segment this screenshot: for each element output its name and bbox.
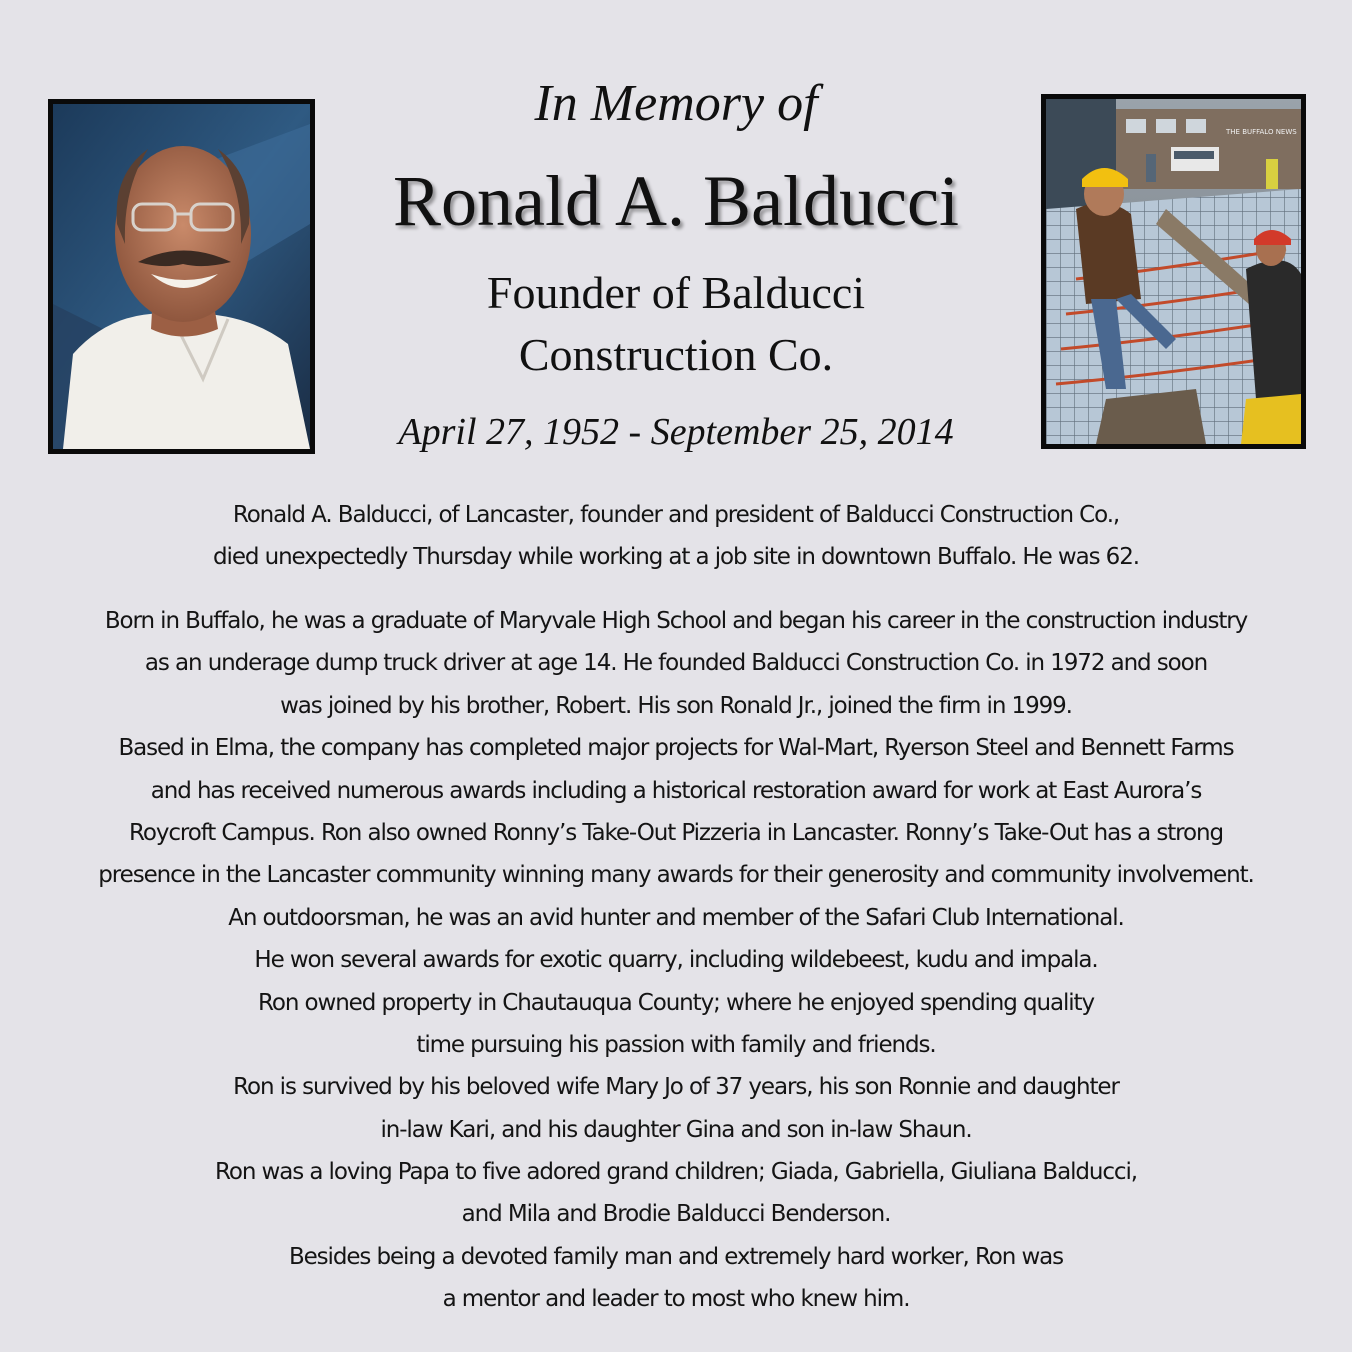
biography-line: Born in Buffalo, he was a graduate of Maryvale High School and began his career in the construction industry <box>104 608 1248 634</box>
biography-line: He won several awards for exotic quarry, including wildebeest, kudu and impala. <box>254 947 1098 974</box>
biography-line: as an underage dump truck driver at age 14. He founded Balducci Construction Co. in 1972 and soon <box>144 650 1208 677</box>
biography-line: An outdoorsman, he was an avid hunter and member of the Safari Club International. <box>228 904 1124 931</box>
biography-line: and Mila and Brodie Balducci Benderson. <box>461 1201 891 1228</box>
biography-line: Ron is survived by his beloved wife Mary Jo of 37 years, his son Ronnie and daughter <box>233 1074 1119 1101</box>
biography-line: Based in Elma, the company has completed major projects for Wal-Mart, Ryerson Steel and Bennett Farms <box>118 735 1234 762</box>
construction-photo <box>1041 94 1306 449</box>
biography-line: time pursuing his passion with family and friends. <box>416 1031 936 1058</box>
biography-line: was joined by his brother, Robert. His son Ronald Jr., joined the firm in 1999. <box>280 692 1072 719</box>
in-memory-heading: In Memory of <box>534 75 818 132</box>
life-dates: April 27, 1952 - September 25, 2014 <box>398 411 954 453</box>
biography-line: Besides being a devoted family man and extremely hard worker, Ron was <box>288 1243 1064 1270</box>
biography-line: presence in the Lancaster community winning many awards for their generosity and community involvement. <box>98 862 1254 889</box>
portrait-photo <box>48 99 315 454</box>
portrait-image <box>53 104 310 449</box>
biography-paragraph <box>40 600 1312 1321</box>
biography-line: Roycroft Campus. Ron also owned Ronny’s Take-Out Pizzeria in Lancaster. Ronny’s Take-Out has a strong <box>129 819 1223 846</box>
intro-line: died unexpectedly Thursday while working at a job site in downtown Buffalo. He was 62. <box>213 544 1139 571</box>
biography-line: a mentor and leader to most who knew him. <box>442 1286 910 1313</box>
intro-paragraph <box>40 494 1312 579</box>
founder-title-line-1: Founder of Balducci <box>486 267 866 318</box>
biography-line: Ron was a loving Papa to five adored grand children; Giada, Gabriella, Giuliana Balducci, <box>215 1159 1137 1186</box>
construction-image <box>1046 99 1301 444</box>
building-sign: THE BUFFALO NEWS <box>1226 128 1297 136</box>
deceased-name: Ronald A. Balducci <box>393 161 959 241</box>
founder-title-line-2: Construction Co. <box>518 329 834 380</box>
biography-line: Ron owned property in Chautauqua County; where he enjoyed spending quality <box>258 989 1094 1016</box>
biography-line: in-law Kari, and his daughter Gina and son in-law Shaun. <box>380 1116 972 1143</box>
biography-line: and has received numerous awards including a historical restoration award for work at East Aurora’s <box>150 777 1202 804</box>
intro-line: Ronald A. Balducci, of Lancaster, founder and president of Balducci Construction Co., <box>232 502 1120 528</box>
